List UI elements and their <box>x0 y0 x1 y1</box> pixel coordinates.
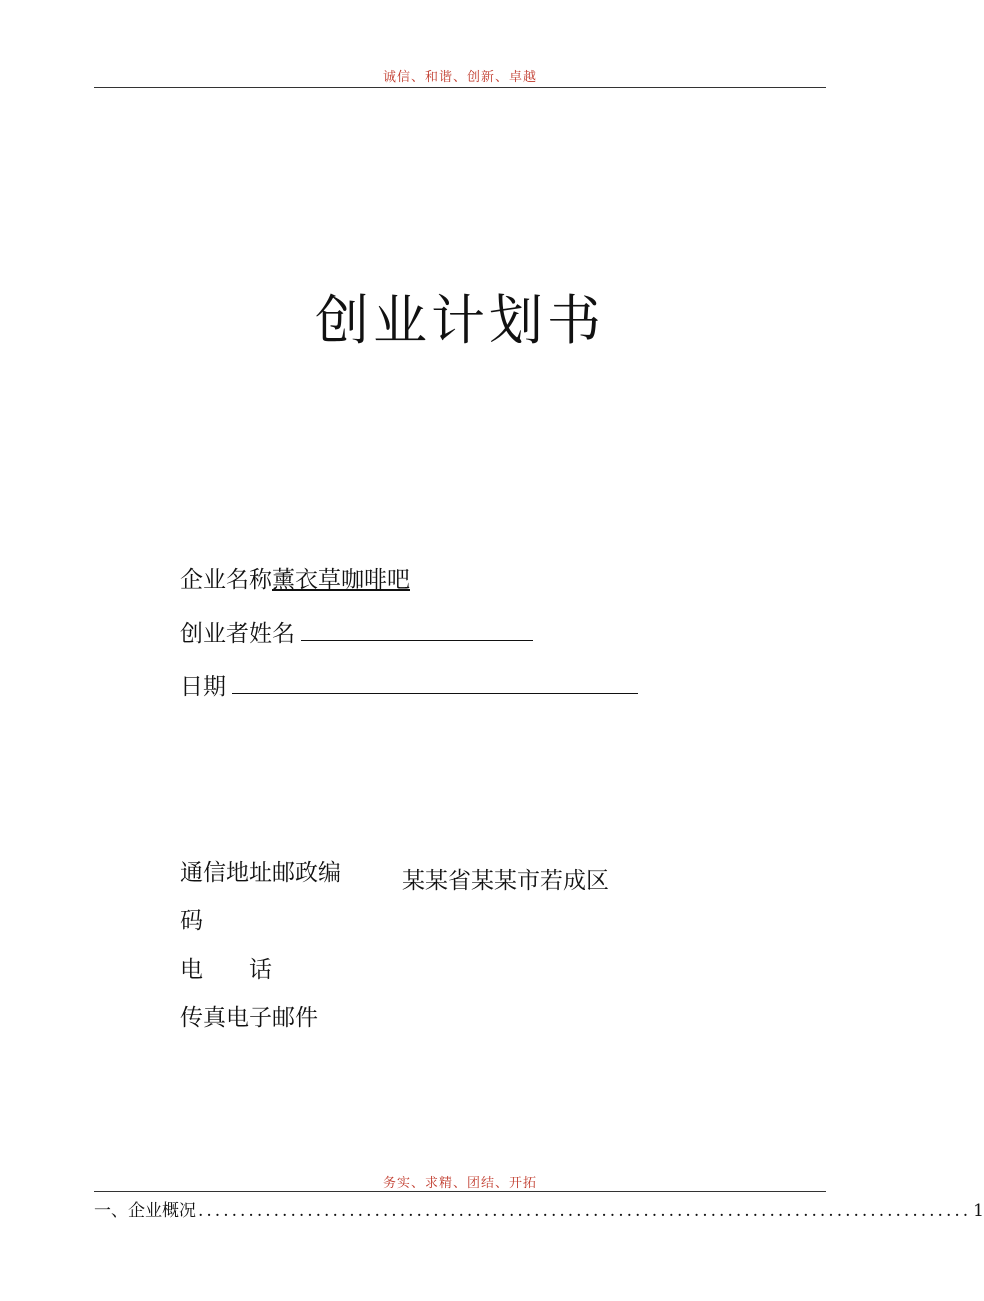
document-title: 创业计划书 <box>315 289 605 352</box>
date-field <box>180 671 638 702</box>
address-label-cont: 码 <box>180 908 203 934</box>
date-blank <box>232 671 638 694</box>
company-name-field <box>180 565 410 595</box>
company-name-value: 薰衣草咖啡吧 <box>272 567 410 593</box>
footer-divider <box>94 1191 826 1192</box>
fax-email-label: 传真电子邮件 <box>180 1005 318 1031</box>
date-label: 日期 <box>180 674 226 700</box>
toc-entry[interactable] <box>94 1196 984 1221</box>
company-name-label: 企业名称 <box>180 567 272 593</box>
footer-motto: 务实、求精、团结、开拓 <box>382 1176 537 1191</box>
toc-entry-title: 一、企业概况 <box>94 1201 196 1221</box>
founder-name-field <box>180 618 533 649</box>
header-divider <box>94 87 826 88</box>
founder-name-blank <box>301 618 533 641</box>
phone-label: 电 话 <box>180 957 272 983</box>
header-motto: 诚信、和谐、创新、卓越 <box>382 70 537 85</box>
toc-leader-dots: ............................................................................................ <box>198 1201 972 1221</box>
address-label: 通信地址邮政编 <box>180 860 341 886</box>
founder-name-label: 创业者姓名 <box>180 621 295 647</box>
address-value: 某某省某某市若成区 <box>402 868 609 894</box>
toc-entry-page: 1 <box>973 1201 984 1221</box>
